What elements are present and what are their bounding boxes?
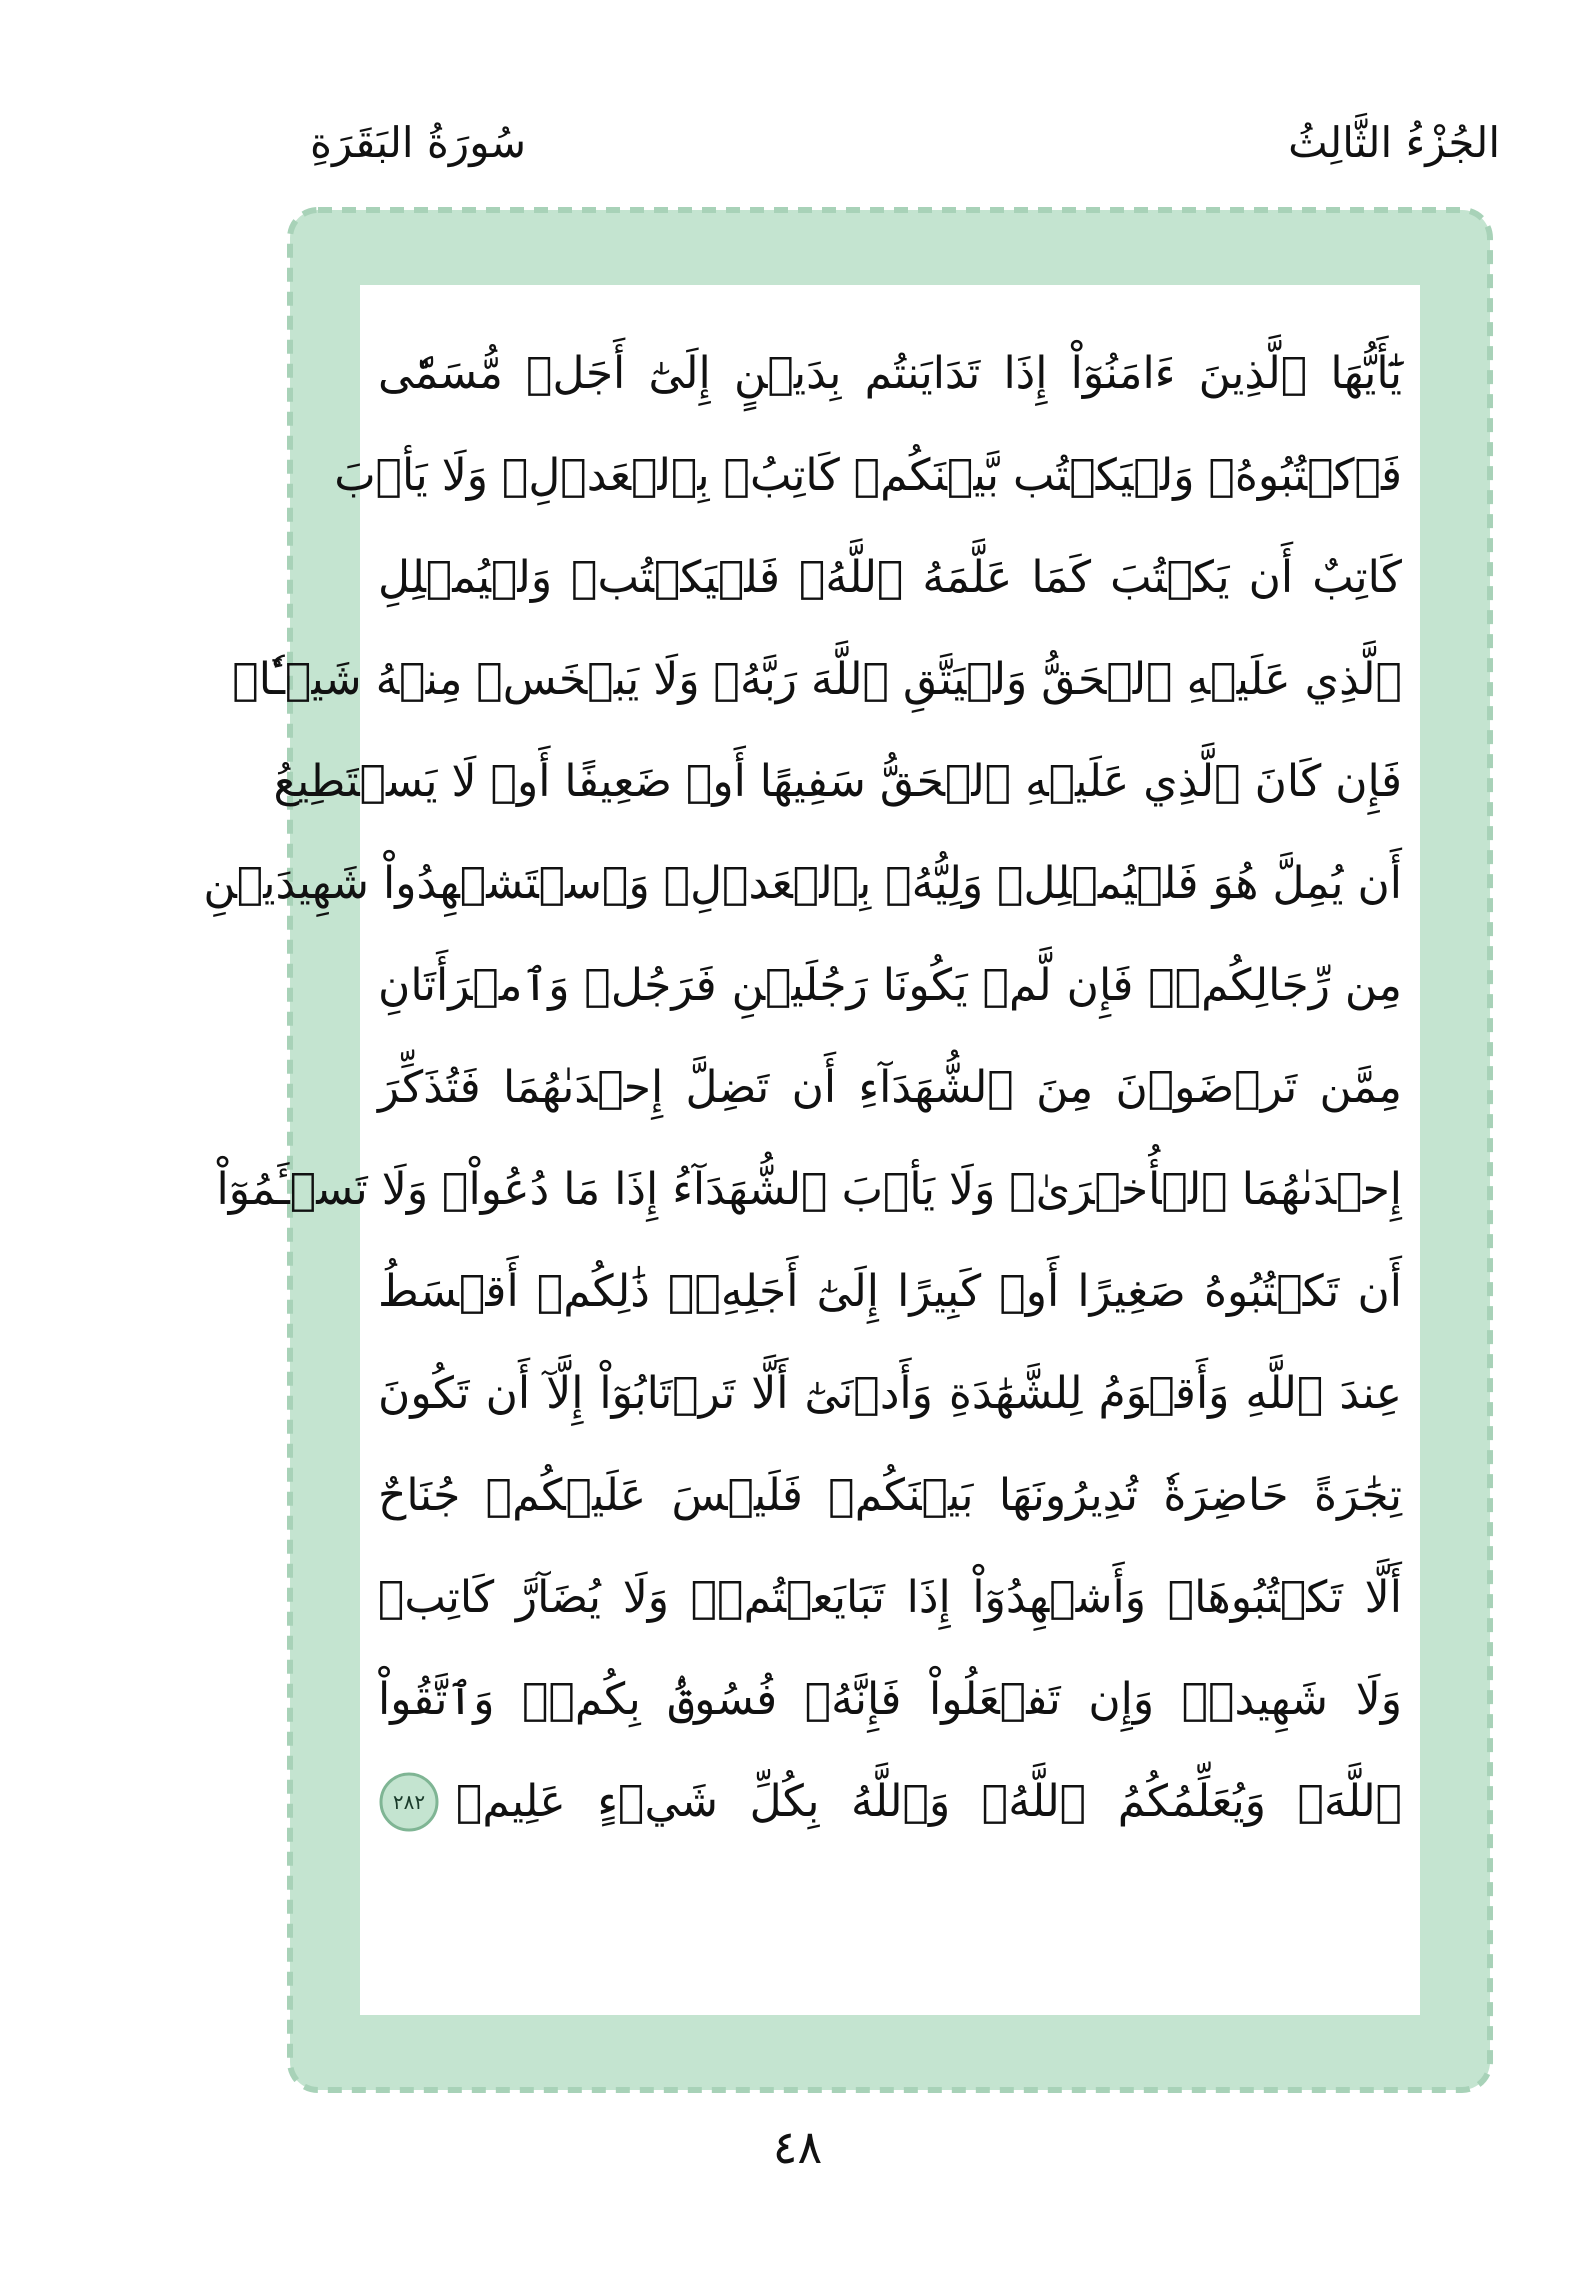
verse-line-7: مِن رِّجَالِكُمۡۖ فَإِن لَّمۡ يَكُونَا رَجُلَيۡنِ فَرَجُلٞ وَٱمۡرَأَتَانِ	[378, 960, 1402, 1011]
ayah-end-marker	[378, 1771, 440, 1833]
verse-line-12: تِجَٰرَةً حَاضِرَةٗ تُدِيرُونَهَا بَيۡنَكُمۡ فَلَيۡسَ عَلَيۡكُمۡ جُنَاحٌ	[378, 1470, 1402, 1521]
verse-line-11: عِندَ ٱللَّهِ وَأَقۡوَمُ لِلشَّهَٰدَةِ وَأَدۡنَىٰٓ أَلَّا تَرۡتَابُوٓاْ إِلَّآ أَن تَكُونَ	[378, 1368, 1402, 1419]
page-number: ٤٨	[772, 2120, 823, 2174]
page-header	[280, 118, 1500, 198]
ayah-number: ٢٨٢	[392, 1790, 426, 1814]
verse-line-9: إِحۡدَىٰهُمَا ٱلۡأُخۡرَىٰۚ وَلَا يَأۡبَ ٱلشُّهَدَآءُ إِذَا مَا دُعُواْۚ وَلَا تَسۡـَٔمُوٓاْ	[216, 1164, 1402, 1215]
verse-line-2: فَٱكۡتُبُوهُۚ وَلۡيَكۡتُب بَّيۡنَكُمۡ كَاتِبُۢ بِٱلۡعَدۡلِۚ وَلَا يَأۡبَ	[334, 450, 1402, 501]
verse-line-6: أَن يُمِلَّ هُوَ فَلۡيُمۡلِلۡ وَلِيُّهُۥ بِٱلۡعَدۡلِۚ وَٱسۡتَشۡهِدُواْ شَهِيدَيۡنِ	[203, 858, 1402, 909]
verse-line-4: ٱلَّذِي عَلَيۡهِ ٱلۡحَقُّ وَلۡيَتَّقِ ٱللَّهَ رَبَّهُۥ وَلَا يَبۡخَسۡ مِنۡهُ شَيۡـٔٗاۚ	[232, 654, 1402, 705]
verse-line-14: وَلَا شَهِيدٞۚ وَإِن تَفۡعَلُواْ فَإِنَّهُۥ فُسُوقُۢ بِكُمۡۗ وَٱتَّقُواْ	[378, 1674, 1402, 1725]
verse-line-8: مِمَّن تَرۡضَوۡنَ مِنَ ٱلشُّهَدَآءِ أَن تَضِلَّ إِحۡدَىٰهُمَا فَتُذَكِّرَ	[378, 1062, 1402, 1113]
decorative-frame	[203, 200, 1500, 2100]
verse-line-1: يَٰٓأَيُّهَا ٱلَّذِينَ ءَامَنُوٓاْ إِذَا تَدَايَنتُم بِدَيۡنٍ إِلَىٰٓ أَجَلٖ مُّسَمّٗى	[378, 348, 1402, 399]
verse-line-15-text: ٱللَّهَۖ وَيُعَلِّمُكُمُ ٱللَّهُۗ وَٱللَّهُ بِكُلِّ شَيۡءٍ عَلِيمٞ	[456, 1776, 1402, 1827]
juz-title: الجُزْءُ الثَّالِثُ	[1288, 118, 1500, 167]
verse-line-13: أَلَّا تَكۡتُبُوهَاۗ وَأَشۡهِدُوٓاْ إِذَا تَبَايَعۡتُمۡۚ وَلَا يُضَآرَّ كَاتِبٞ	[378, 1572, 1402, 1623]
verse-line-5: فَإِن كَانَ ٱلَّذِي عَلَيۡهِ ٱلۡحَقُّ سَفِيهًا أَوۡ ضَعِيفًا أَوۡ لَا يَسۡتَطِيعُ	[273, 756, 1402, 807]
verse-line-3: كَاتِبٌ أَن يَكۡتُبَ كَمَا عَلَّمَهُ ٱللَّهُۚ فَلۡيَكۡتُبۡ وَلۡيُمۡلِلِ	[378, 552, 1402, 603]
verse-line-15	[378, 1751, 1402, 1853]
surah-title: سُورَةُ البَقَرَةِ	[310, 118, 527, 167]
verse-line-10: أَن تَكۡتُبُوهُ صَغِيرًا أَوۡ كَبِيرًا إِلَىٰٓ أَجَلِهِۦۚ ذَٰلِكُمۡ أَقۡسَطُ	[378, 1266, 1402, 1317]
verse-panel	[203, 285, 1420, 2015]
